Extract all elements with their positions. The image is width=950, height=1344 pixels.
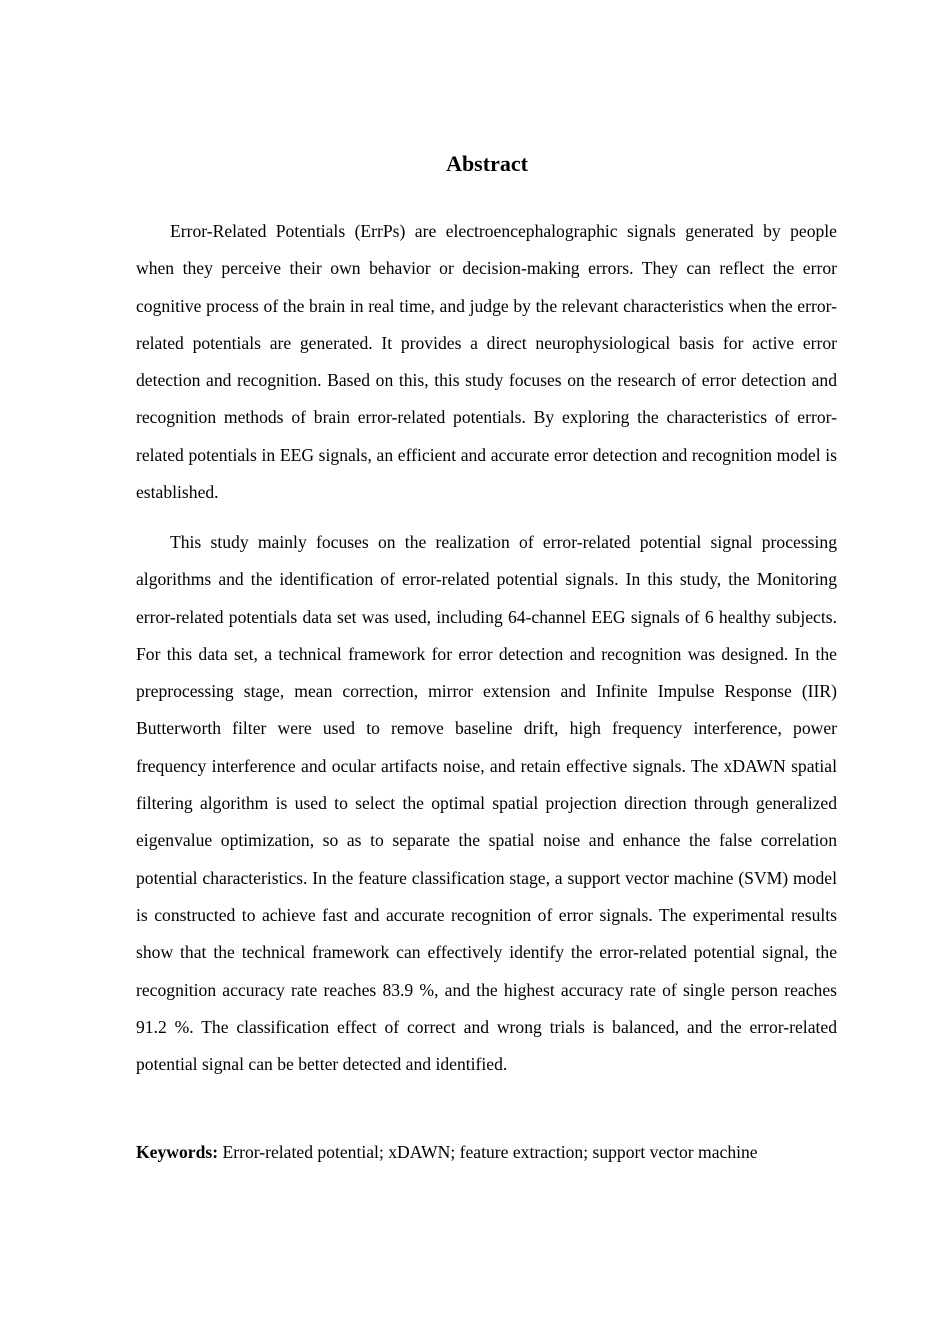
abstract-paragraph-1: Error-Related Potentials (ErrPs) are electroencephalographic signals generated by people when they perceive their own behavior or decision-making errors. They can reflect the error cognitive process of the brain in real time, and judge by the relevant characteristics when the error-related potentials are generated. It provides a direct neurophysiological basis for active error detection and recognition. Based on this, this study focuses on the research of error detection and recognition methods of brain error-related potentials. By exploring the characteristics of error-related potentials in EEG signals, an efficient and accurate error detection and recognition model is established. — [136, 221, 837, 503]
keywords-label: Keywords: — [136, 1142, 219, 1162]
abstract-paragraph-2: This study mainly focuses on the realization of error-related potential signal processing algorithms and the identification of error-related potential signals. In this study, the Monitoring error-related potentials data set was used, including 64-channel EEG signals of 6 healthy subjects. For this data set, a technical framework for error detection and recognition was designed. In the preprocessing stage, mean correction, mirror extension and Infinite Impulse Response (IIR) Butterworth filter were used to remove baseline drift, high frequency interference, power frequency interference and ocular artifacts noise, and retain effective signals. The xDAWN spatial filtering algorithm is used to select the optimal spatial projection direction through generalized eigenvalue optimization, so as to separate the spatial noise and enhance the false correlation potential characteristics. In the feature classification stage, a support vector machine (SVM) model is constructed to achieve fast and accurate recognition of error signals. The experimental results show that the technical framework can effectively identify the error-related potential signal, the recognition accuracy rate reaches 83.9 %, and the highest accuracy rate of single person reaches 91.2 %. The classification effect of correct and wrong trials is balanced, and the error-related potential signal can be better detected and identified. — [136, 532, 837, 1075]
page-title: Abstract — [446, 151, 528, 176]
keywords-text: Error-related potential; xDAWN; feature extraction; support vector machine — [222, 1142, 758, 1162]
keywords-line — [136, 1134, 837, 1171]
